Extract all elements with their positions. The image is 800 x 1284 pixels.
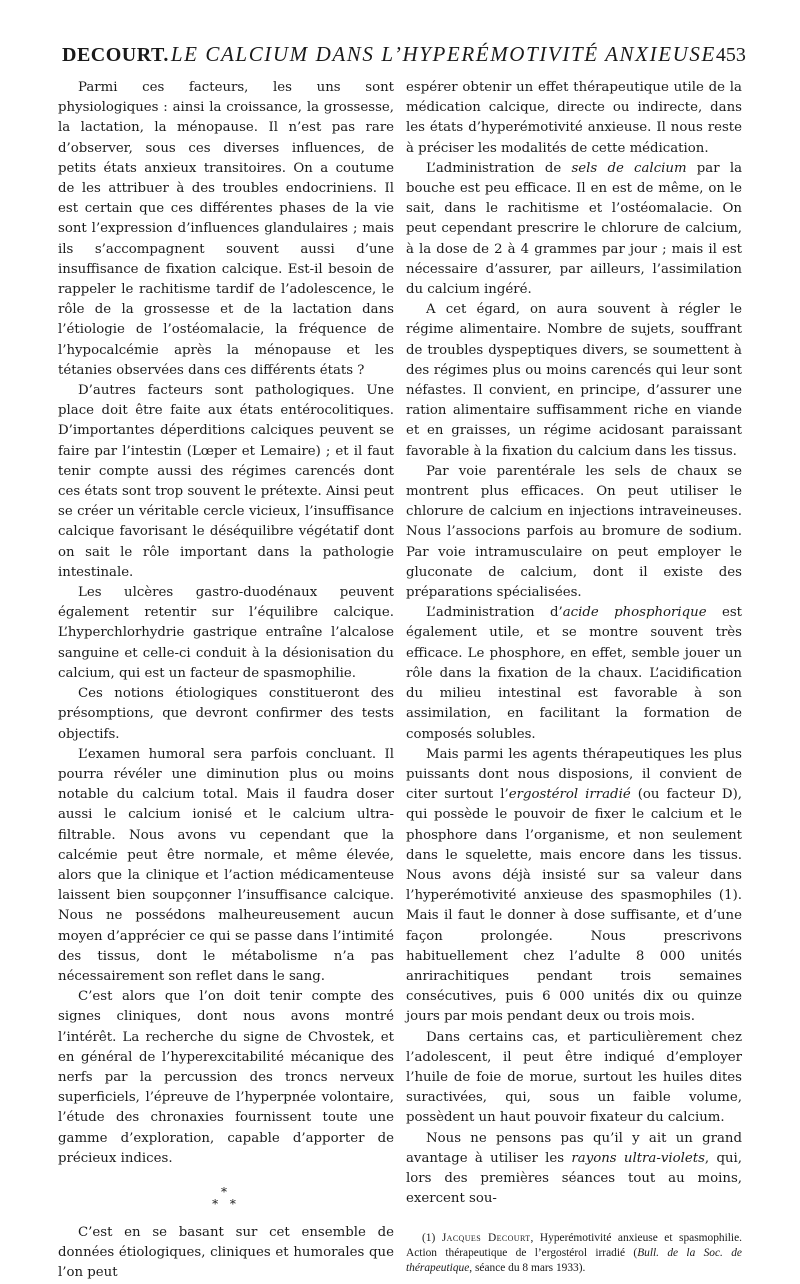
paragraph: [406, 745, 742, 1028]
text-run: par la bouche est peu efficace. Il en est de même, on le sait, dans le rachitisme et l’ostéomalacie. On peut cependant prescrire le chlorure de calcium, à la dose de 2 à 4 grammes par jour ; mais il est nécessaire d’assurer, par ailleurs, l’assimilation du calcium ingéré.: [406, 160, 742, 298]
footnote-author: Jacques Decourt: [441, 1232, 531, 1245]
emphasis: acide phosphorique: [562, 605, 707, 621]
paragraph: Les ulcères gastro-duodénaux peuvent également retentir sur l’équilibre calcique. L’hyperchlorhydrie gastrique entraîne l’alcalose sanguine et celle-ci conduit à la désionisation du calcium, qui est un facteur de spasmophilie.: [58, 585, 394, 681]
left-column: [58, 78, 394, 1284]
paragraph: C’est en se basant sur cet ensemble de données étiologiques, cliniques et humorales que l’on peut: [58, 1224, 394, 1281]
paragraph: [406, 603, 742, 744]
paragraph: Parmi ces facteurs, les uns sont physiologiques : ainsi la croissance, la grossesse, la lactation, la ménopause. Il n’est pas rare d’observer, sous ces diverses influences, de petits états anxieux transitoires. On a coutume de les attribuer à des troubles endocriniens. Il est certain que ces différentes phases de la vie sont l’expression d’influences glandulaires ; mais ils s’accompagnent souvent aussi d’une insuffisance de fixation calcique. Est-il besoin de rappeler le rachitisme tardif de l’adolescence, le rôle de la grossesse et de la lactation dans l’étiologie de l’ostéomalacie, la fréquence de l’hypocalcémie après la ménopause et les tétanies observées dans ces différents états ?: [58, 80, 394, 378]
text-run: (ou facteur D), qui possède le pouvoir de fixer le calcium et le phosphore dans l’organisme, et non seulement dans le squelette, mais encore dans les tissus. Nous avons déjà insisté sur sa valeur dans l’hyperémotivité anxieuse des spasmophiles (1). Mais il faut le donner à dose suffisante, et d’une façon prolongée. Nous prescrivons habituellement chez l’adulte 8 000 unités anrirachitiques pendant trois semaines consécutives, puis 6 000 unités dix ou quinze jours par mois pendant deux ou trois mois.: [406, 787, 742, 1025]
running-header: [62, 42, 746, 74]
footnote-text: , séance du 8 mars 1933).: [469, 1262, 586, 1275]
text-run: , qui, lors des premières séances tout au moins, exercent sou-: [406, 1150, 742, 1207]
text-run: L’administration d’: [426, 605, 563, 621]
paragraph: [406, 159, 742, 300]
paragraph: Ces notions étiologiques constitueront des présomptions, que devront confirmer des tests objectifs.: [58, 686, 394, 742]
paragraph: D’autres facteurs sont pathologiques. Une place doit être faite aux états entérocolitiques. D’importantes déperditions calciques peuvent se faire par l’intestin (Lœper et Lemaire) ; et il faut tenir compte aussi des régimes carencés dont ces états sont trop souvent le prétexte. Ainsi peut se créer un véritable cercle vicieux, l’insuffisance calcique favorisant le déséquilibre végétatif dont on sait le rôle important dans la pathologie intestinale.: [58, 383, 394, 580]
separator-star-bottom: * *: [212, 1196, 240, 1211]
paragraph: espérer obtenir un effet thérapeutique utile de la médication calcique, directe ou indirecte, dans les états d’hyperémotivité anxieuse. Il nous reste à préciser les modalités de cette médication.: [406, 80, 742, 156]
emphasis: sels de calcium: [571, 160, 687, 176]
header-title: LE CALCIUM DANS L’HYPERÉMOTIVITÉ ANXIEUSE: [170, 42, 716, 66]
footnote-number: (1): [422, 1232, 442, 1245]
text-run: Mais parmi les agents thérapeutiques les plus puissants dont nous disposions, il convient de citer surtout l’: [406, 746, 742, 803]
paragraph: [406, 1129, 742, 1210]
separator-star-top: *: [221, 1184, 231, 1199]
section-separator: [58, 1185, 394, 1211]
paragraph: C’est alors que l’on doit tenir compte des signes cliniques, dont nous avons montré l’intérêt. La recherche du signe de Chvostek, et en général de l’hyperexcitabilité mécanique des nerfs par la percussion des troncs nerveux superficiels, l’épreuve de l’hyperpnée volontaire, l’étude des chronaxies fournissent toute une gamme d’exploration, capable d’apporter de précieux indices.: [58, 989, 394, 1166]
text-run: L’administration de: [426, 160, 572, 176]
text-run: est également utile, et se montre souvent très efficace. Le phosphore, en effet, semble jouer un rôle dans la fixation de la chaux. L’acidification du milieu intestinal est favorable à son assimilation, en facilitant la formation de composés solubles.: [406, 605, 742, 742]
footnote: [406, 1231, 742, 1276]
paragraph: Dans certains cas, et particulièrement chez l’adolescent, il peut être indiqué d’employer l’huile de foie de morue, surtout les huiles dites suractivées, qui, sous un faible volume, possèdent un haut pouvoir fixateur du calcium.: [406, 1029, 742, 1126]
paragraph: Par voie parentérale les sels de chaux se montrent plus efficaces. On peut utiliser le chlorure de calcium en injections intraveineuses. Nous l’associons parfois au bromure de sodium. Par voie intramusculaire on peut employer le gluconate de calcium, dont il existe des préparations spécialisées.: [406, 463, 742, 601]
footnote-journal: Bull. de la Soc. de thérapeutique: [406, 1247, 742, 1275]
emphasis: ergostérol irradié: [508, 787, 631, 803]
paragraph: L’examen humoral sera parfois concluant. Il pourra révéler une diminution plus ou moins notable du calcium total. Mais il faudra doser aussi le calcium ionisé et le calcium ultra-filtrable. Nous avons vu cependant que la calcémie peut être normale, et même élevée, alors que la clinique et l’action médicamenteuse laissent bien soupçonner l’insuffisance calcique. Nous ne possédons malheureusement aucun moyen d’apprécier ce qui se passe dans l’intimité des tissus, dont le métabolisme n’a pas nécessairement son reflet dans le sang.: [58, 746, 394, 984]
page-number: 453: [715, 44, 746, 66]
right-column: [406, 78, 742, 1276]
footnote-text: , Hyperémotivité anxieuse et spasmophilie. Action thérapeutique de l’ergostérol irradié (: [406, 1232, 742, 1260]
text-run: Nous ne pensons pas qu’il y ait un grand avantage à utiliser les: [406, 1130, 742, 1166]
emphasis: rayons ultra-violets: [571, 1150, 705, 1166]
paragraph: A cet égard, on aura souvent à régler le régime alimentaire. Nombre de sujets, souffrant de troubles dyspeptiques divers, se soumettent à des régimes plus ou moins carencés qui leur sont néfastes. Il convient, en principe, d’assurer une ration alimentaire suffisamment riche en viande et en graisses, un régime acidosant paraissant favorable à la fixation du calcium dans les tissus.: [406, 302, 742, 459]
header-author: DECOURT.: [62, 44, 169, 66]
